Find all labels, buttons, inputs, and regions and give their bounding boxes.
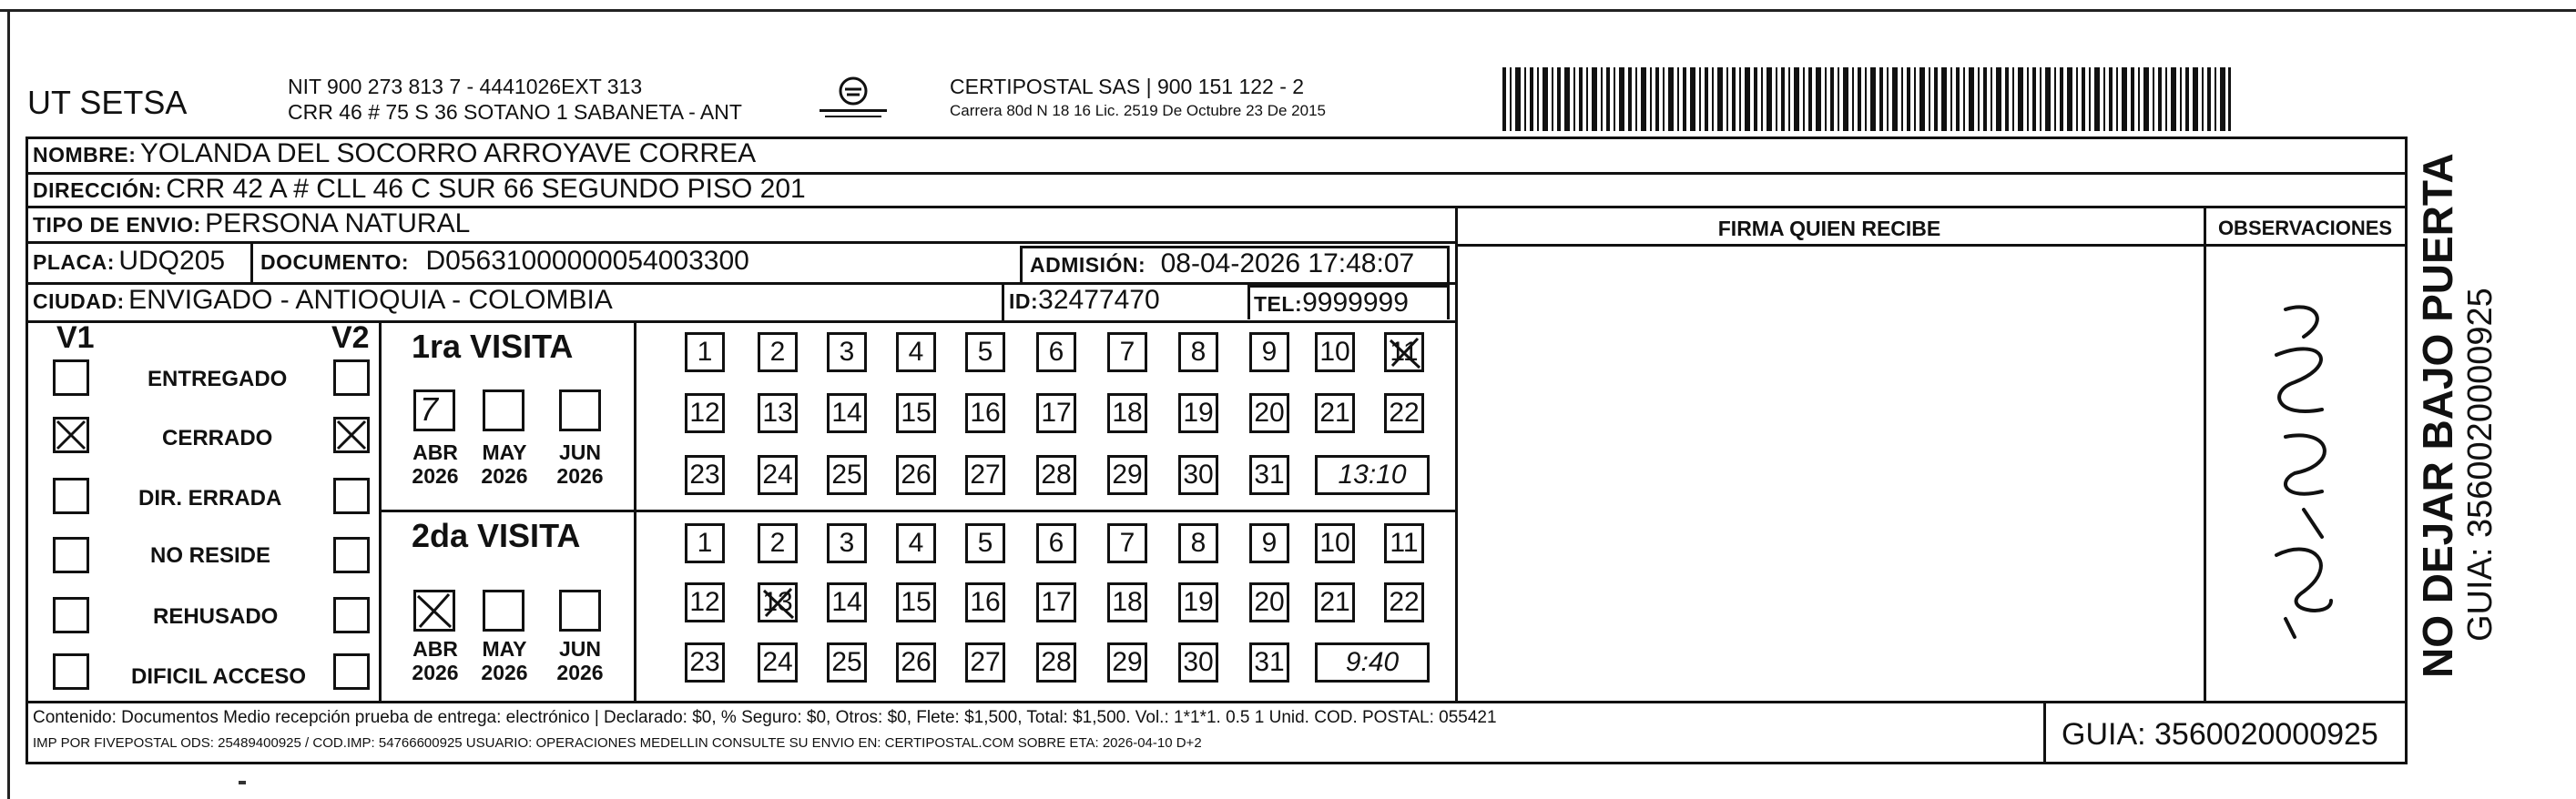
first-visit-day-box[interactable]: 1 bbox=[685, 332, 725, 372]
first-visit-day-box[interactable]: 26 bbox=[896, 455, 936, 495]
second-visit-day-box[interactable]: 27 bbox=[965, 642, 1005, 683]
scan-left-border bbox=[7, 9, 10, 799]
second-visit-day-box[interactable]: 28 bbox=[1036, 642, 1076, 683]
second-visit-day-box[interactable]: 11 bbox=[1384, 523, 1424, 563]
first-visit-day-box[interactable]: 27 bbox=[965, 455, 1005, 495]
company-nit: NIT 900 273 813 7 - 4441026EXT 313 bbox=[288, 75, 643, 98]
second-visit-day-box[interactable]: 24 bbox=[758, 642, 798, 683]
footer-imp-line: IMP POR FIVEPOSTAL ODS: 25489400925 / COD.IMP: 54766600925 USUARIO: OPERACIONES MEDELLIN CONSULTE SU ENVIO EN: CERTIPOSTAL.COM SOBRE ETA: 2026-04-10 D+2 bbox=[33, 735, 1202, 751]
first-visit-day-box[interactable]: 18 bbox=[1107, 393, 1147, 433]
no-dejar-bajo-puerta: NO DEJAR BAJO PUERTA bbox=[2414, 153, 2461, 678]
certipostal-license: Carrera 80d N 18 16 Lic. 2519 De Octubre 23 De 2015 bbox=[950, 102, 1326, 119]
month-name: ABR bbox=[412, 637, 458, 661]
second-visit-month-abr[interactable] bbox=[413, 590, 455, 632]
tel-cell bbox=[1247, 285, 1450, 319]
v1-no-reside-checkbox[interactable] bbox=[53, 537, 89, 573]
admision-cell bbox=[1020, 246, 1450, 282]
scan-speck bbox=[239, 781, 246, 784]
first-visit-day-box[interactable]: 12 bbox=[685, 393, 725, 433]
second-visit-day-box[interactable]: 2 bbox=[758, 523, 798, 563]
first-visit-day-box[interactable]: 10 bbox=[1315, 332, 1355, 372]
v2-entregado-checkbox[interactable] bbox=[333, 359, 370, 396]
month-year: 2026 bbox=[481, 464, 528, 488]
barcode bbox=[1502, 67, 2231, 131]
tipo-row bbox=[33, 208, 470, 239]
obs-right-border bbox=[2405, 137, 2408, 764]
ciudad-label: CIUDAD: bbox=[33, 289, 125, 313]
first-visit-day-box[interactable]: 24 bbox=[758, 455, 798, 495]
second-visit-day-box[interactable]: 13 bbox=[758, 582, 798, 622]
tel-value: 9999999 bbox=[1302, 288, 1409, 318]
first-visit-day-box[interactable]: 8 bbox=[1178, 332, 1218, 372]
second-month-abr-label bbox=[408, 637, 463, 684]
company-name: UT SETSA bbox=[27, 84, 188, 121]
v2-cerrado-checkbox[interactable] bbox=[333, 417, 370, 453]
tipo-label: TIPO DE ENVIO: bbox=[33, 213, 201, 237]
second-visit-day-box[interactable]: 19 bbox=[1178, 582, 1218, 622]
firma-header: FIRMA QUIEN RECIBE bbox=[1717, 217, 1941, 240]
first-visit-day-box[interactable]: 7 bbox=[1107, 332, 1147, 372]
status-entregado-label: ENTREGADO bbox=[148, 367, 288, 391]
footer-guia: GUIA: 3560020000925 bbox=[2062, 717, 2378, 752]
first-visit-day-box[interactable]: 30 bbox=[1178, 455, 1218, 495]
month-name: MAY bbox=[482, 440, 527, 464]
day-cross-mark bbox=[760, 585, 797, 622]
second-visit-day-box[interactable]: 20 bbox=[1249, 582, 1289, 622]
first-visit-month-abr[interactable] bbox=[413, 389, 455, 431]
cell-divider bbox=[1002, 282, 1004, 320]
placa-label: PLACA: bbox=[33, 250, 115, 274]
cell-divider bbox=[250, 244, 253, 282]
month-year: 2026 bbox=[481, 661, 528, 684]
second-visit-day-box[interactable]: 25 bbox=[827, 642, 867, 683]
second-visit-day-box[interactable]: 6 bbox=[1036, 523, 1076, 563]
tel-label: TEL: bbox=[1254, 292, 1303, 316]
direccion-label: DIRECCIÓN: bbox=[33, 178, 162, 202]
second-visit-day-box[interactable]: 21 bbox=[1315, 582, 1355, 622]
second-visit-day-box[interactable]: 18 bbox=[1107, 582, 1147, 622]
nombre-label: NOMBRE: bbox=[33, 143, 137, 167]
v2-rehusado-checkbox[interactable] bbox=[333, 597, 370, 633]
side-notice bbox=[2414, 153, 2506, 678]
footer-content-line: Contenido: Documentos Medio recepción prueba de entrega: electrónico | Declarado: $0, % Seguro: $0, Otros: $0, Flete: $1,500, Total: $1,500. Vol.: 1*1*1. 0.5 1 Unid. COD. POSTAL: 055421 bbox=[33, 708, 1497, 727]
first-visit-day-box[interactable]: 6 bbox=[1036, 332, 1076, 372]
first-visit-day-box[interactable]: 13 bbox=[758, 393, 798, 433]
second-visit-day-box[interactable]: 7 bbox=[1107, 523, 1147, 563]
second-visit-day-box[interactable]: 15 bbox=[896, 582, 936, 622]
month-name: ABR bbox=[412, 440, 458, 464]
row-divider bbox=[25, 241, 1455, 244]
month-year: 2026 bbox=[556, 661, 604, 684]
first-visit-day-box[interactable]: 15 bbox=[896, 393, 936, 433]
row-divider bbox=[25, 701, 2408, 703]
first-month-abr-label bbox=[408, 440, 463, 488]
month-year: 2026 bbox=[412, 464, 459, 488]
admision-value: 08-04-2026 17:48:07 bbox=[1160, 248, 1415, 278]
second-visit-day-box[interactable]: 4 bbox=[896, 523, 936, 563]
second-month-may-label bbox=[477, 637, 532, 684]
placa-value: UDQ205 bbox=[118, 246, 226, 276]
month-year: 2026 bbox=[412, 661, 459, 684]
second-visit-day-box[interactable]: 14 bbox=[827, 582, 867, 622]
status-dificil-acceso-label: DIFICIL ACCESO bbox=[131, 664, 307, 689]
second-visit-day-box[interactable]: 3 bbox=[827, 523, 867, 563]
first-visit-day-box[interactable]: 4 bbox=[896, 332, 936, 372]
second-visit-day-box[interactable]: 12 bbox=[685, 582, 725, 622]
v1-entregado-checkbox[interactable] bbox=[53, 359, 89, 396]
nombre-value: YOLANDA DEL SOCORRO ARROYAVE CORREA bbox=[139, 138, 757, 168]
status-rehusado-label: REHUSADO bbox=[153, 604, 279, 629]
first-visit-month-jun[interactable] bbox=[559, 389, 601, 431]
first-visit-day-box[interactable]: 31 bbox=[1249, 455, 1289, 495]
second-visit-day-box[interactable]: 17 bbox=[1036, 582, 1076, 622]
firma-header-divider bbox=[1455, 244, 2408, 247]
first-visit-day-box[interactable]: 17 bbox=[1036, 393, 1076, 433]
first-month-jun-label bbox=[553, 440, 607, 488]
first-visit-day-box[interactable]: 5 bbox=[965, 332, 1005, 372]
side-guia: GUIA: 3560020000925 bbox=[2461, 288, 2500, 642]
first-visit-title: 1ra VISITA bbox=[412, 328, 574, 365]
first-visit-time-box[interactable]: 13:10 bbox=[1315, 455, 1430, 495]
nombre-row bbox=[33, 138, 756, 169]
second-month-jun-label bbox=[553, 637, 607, 684]
documento-label: DOCUMENTO: bbox=[260, 250, 410, 274]
firma-left-border bbox=[1455, 206, 1458, 701]
id-cell bbox=[1009, 285, 1160, 316]
direccion-row bbox=[33, 174, 806, 205]
first-visit-day-box[interactable]: 28 bbox=[1036, 455, 1076, 495]
month-year: 2026 bbox=[556, 464, 604, 488]
month-name: MAY bbox=[482, 637, 527, 661]
second-visit-day-box[interactable]: 23 bbox=[685, 642, 725, 683]
direccion-value: CRR 42 A # CLL 46 C SUR 66 SEGUNDO PISO 201 bbox=[166, 174, 806, 204]
scan-top-border bbox=[0, 9, 2576, 12]
second-visit-day-box[interactable]: 5 bbox=[965, 523, 1005, 563]
second-visit-month-jun[interactable] bbox=[559, 590, 601, 632]
second-visit-day-box[interactable]: 31 bbox=[1249, 642, 1289, 683]
first-visit-month-mark: 7 bbox=[420, 390, 439, 428]
ciudad-row bbox=[33, 285, 613, 316]
first-month-may-label bbox=[477, 440, 532, 488]
second-visit-day-box[interactable]: 26 bbox=[896, 642, 936, 683]
v1-dir-errada-checkbox[interactable] bbox=[53, 478, 89, 514]
tipo-value: PERSONA NATURAL bbox=[205, 208, 471, 238]
signature-scribble bbox=[2222, 264, 2386, 646]
v2-dificil-acceso-checkbox[interactable] bbox=[333, 653, 370, 690]
first-visit-day-box[interactable]: 21 bbox=[1315, 393, 1355, 433]
month-name: JUN bbox=[558, 440, 601, 464]
second-visit-day-box[interactable]: 9 bbox=[1249, 523, 1289, 563]
v1-label: V1 bbox=[56, 320, 95, 355]
second-visit-month-may[interactable] bbox=[483, 590, 524, 632]
admision-label: ADMISIÓN: bbox=[1030, 253, 1146, 277]
id-label: ID: bbox=[1009, 289, 1039, 313]
second-visit-day-box[interactable]: 29 bbox=[1107, 642, 1147, 683]
status-dir-errada-label: DIR. ERRADA bbox=[138, 486, 282, 511]
second-visit-day-box[interactable]: 8 bbox=[1178, 523, 1218, 563]
ciudad-value: ENVIGADO - ANTIOQUIA - COLOMBIA bbox=[128, 285, 613, 315]
first-visit-day-box[interactable]: 14 bbox=[827, 393, 867, 433]
documento-cell bbox=[260, 246, 749, 277]
first-visit-day-box[interactable]: 9 bbox=[1249, 332, 1289, 372]
v2-label: V2 bbox=[331, 320, 370, 355]
first-visit-day-box[interactable]: 19 bbox=[1178, 393, 1218, 433]
obs-left-border bbox=[2204, 206, 2206, 701]
documento-value: D05631000000054003300 bbox=[425, 246, 749, 276]
first-visit-day-box[interactable]: 20 bbox=[1249, 393, 1289, 433]
row-divider bbox=[25, 320, 1455, 323]
first-visit-day-box[interactable]: 22 bbox=[1384, 393, 1424, 433]
second-visit-day-box[interactable]: 30 bbox=[1178, 642, 1218, 683]
id-value: 32477470 bbox=[1038, 285, 1160, 315]
footer-guia-divider bbox=[2043, 701, 2046, 764]
status-no-reside-label: NO RESIDE bbox=[150, 543, 271, 568]
second-visit-day-box[interactable]: 16 bbox=[965, 582, 1005, 622]
first-visit-day-box[interactable]: 2 bbox=[758, 332, 798, 372]
second-visit-time-box[interactable]: 9:40 bbox=[1315, 642, 1430, 683]
first-visit-month-may[interactable] bbox=[483, 389, 524, 431]
certipostal-title: CERTIPOSTAL SAS | 900 151 122 - 2 bbox=[950, 75, 1305, 98]
v2-no-reside-checkbox[interactable] bbox=[333, 537, 370, 573]
second-visit-day-box[interactable]: 22 bbox=[1384, 582, 1424, 622]
observaciones-header: OBSERVACIONES bbox=[2217, 217, 2393, 239]
first-visit-day-box[interactable]: 23 bbox=[685, 455, 725, 495]
second-visit-title: 2da VISITA bbox=[412, 517, 581, 554]
first-visit-day-box[interactable]: 25 bbox=[827, 455, 867, 495]
first-visit-day-box[interactable]: 29 bbox=[1107, 455, 1147, 495]
company-address: CRR 46 # 75 S 36 SOTANO 1 SABANETA - ANT bbox=[288, 100, 742, 124]
v1-dificil-acceso-checkbox[interactable] bbox=[53, 653, 89, 690]
first-visit-day-box[interactable]: 3 bbox=[827, 332, 867, 372]
v2-dir-errada-checkbox[interactable] bbox=[333, 478, 370, 514]
placa-row bbox=[33, 246, 225, 277]
day-cross-mark bbox=[1387, 335, 1423, 371]
visit-divider bbox=[379, 510, 1455, 512]
first-visit-day-box[interactable]: 16 bbox=[965, 393, 1005, 433]
status-cerrado-label: CERRADO bbox=[162, 426, 273, 450]
certipostal-logo bbox=[812, 73, 894, 127]
v1-rehusado-checkbox[interactable] bbox=[53, 597, 89, 633]
second-visit-day-box[interactable]: 1 bbox=[685, 523, 725, 563]
second-visit-day-box[interactable]: 10 bbox=[1315, 523, 1355, 563]
month-name: JUN bbox=[558, 637, 601, 661]
first-visit-day-box[interactable]: 11 bbox=[1384, 332, 1424, 372]
v1-cerrado-checkbox[interactable] bbox=[53, 417, 89, 453]
